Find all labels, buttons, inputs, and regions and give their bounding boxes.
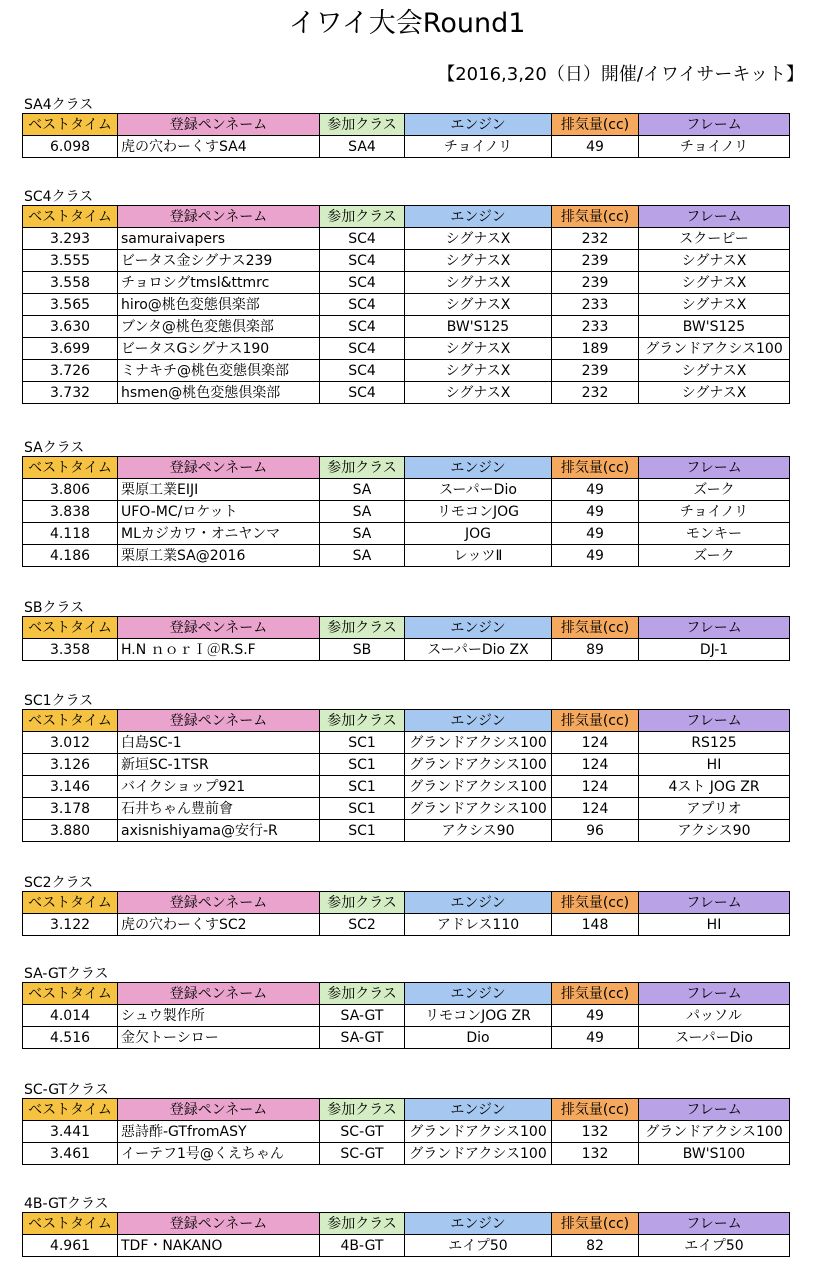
displacement-cell: 96 xyxy=(552,820,639,842)
engine-cell: グランドアクシス100 xyxy=(405,1143,552,1165)
pen-name-cell: 惡詩酢-GTfromASY xyxy=(118,1121,320,1143)
frame-cell: DJ-1 xyxy=(639,639,790,661)
engine-cell: グランドアクシス100 xyxy=(405,754,552,776)
pen-name-cell: samuraivapers xyxy=(118,228,320,250)
frame-cell: BW'S100 xyxy=(639,1143,790,1165)
header-engine: エンジン xyxy=(405,206,552,228)
class-section xyxy=(22,693,789,842)
table-row xyxy=(23,272,790,294)
engine-cell: Dio xyxy=(405,1027,552,1049)
engine-cell: リモコンJOG xyxy=(405,501,552,523)
frame-cell: グランドアクシス100 xyxy=(639,338,790,360)
header-row xyxy=(23,206,790,228)
table-row xyxy=(23,798,790,820)
header-engine: エンジン xyxy=(405,114,552,136)
frame-cell: スクーピー xyxy=(639,228,790,250)
header-engine: エンジン xyxy=(405,457,552,479)
displacement-cell: 233 xyxy=(552,294,639,316)
best-time-cell: 3.146 xyxy=(23,776,118,798)
results-table xyxy=(22,616,790,661)
class-cell: SB xyxy=(320,639,405,661)
section-label: SC2クラス xyxy=(24,875,94,891)
pen-name-cell: 栗原工業SA@2016 xyxy=(118,545,320,567)
header-displacement: 排気量(cc) xyxy=(552,457,639,479)
best-time-cell: 4.186 xyxy=(23,545,118,567)
pen-name-cell: ビータスGシグナス190 xyxy=(118,338,320,360)
table-row xyxy=(23,338,790,360)
frame-cell: エイプ50 xyxy=(639,1235,790,1257)
header-pen-name: 登録ペンネーム xyxy=(118,457,320,479)
displacement-cell: 82 xyxy=(552,1235,639,1257)
best-time-cell: 3.699 xyxy=(23,338,118,360)
header-displacement: 排気量(cc) xyxy=(552,617,639,639)
section-label: SAクラス xyxy=(24,440,85,456)
class-cell: SC1 xyxy=(320,732,405,754)
best-time-cell: 3.880 xyxy=(23,820,118,842)
header-displacement: 排気量(cc) xyxy=(552,114,639,136)
header-best-time: ベストタイム xyxy=(23,892,118,914)
header-engine: エンジン xyxy=(405,617,552,639)
header-frame: フレーム xyxy=(639,617,790,639)
displacement-cell: 124 xyxy=(552,776,639,798)
header-best-time: ベストタイム xyxy=(23,983,118,1005)
displacement-cell: 124 xyxy=(552,732,639,754)
engine-cell: リモコンJOG ZR xyxy=(405,1005,552,1027)
pen-name-cell: ミナキチ@桃色変態倶楽部 xyxy=(118,360,320,382)
frame-cell: RS125 xyxy=(639,732,790,754)
table-row xyxy=(23,523,790,545)
class-section xyxy=(22,1082,789,1165)
class-cell: SC4 xyxy=(320,338,405,360)
engine-cell: スーパーDio xyxy=(405,479,552,501)
class-section xyxy=(22,1196,789,1257)
header-engine: エンジン xyxy=(405,1213,552,1235)
class-cell: SA xyxy=(320,523,405,545)
header-engine: エンジン xyxy=(405,1099,552,1121)
best-time-cell: 3.555 xyxy=(23,250,118,272)
class-cell: SC4 xyxy=(320,272,405,294)
header-class: 参加クラス xyxy=(320,1099,405,1121)
best-time-cell: 3.126 xyxy=(23,754,118,776)
header-frame: フレーム xyxy=(639,983,790,1005)
displacement-cell: 239 xyxy=(552,250,639,272)
pen-name-cell: hiro@桃色変態倶楽部 xyxy=(118,294,320,316)
table-row xyxy=(23,228,790,250)
header-class: 参加クラス xyxy=(320,457,405,479)
class-cell: SA xyxy=(320,545,405,567)
header-pen-name: 登録ペンネーム xyxy=(118,114,320,136)
class-cell: SC4 xyxy=(320,250,405,272)
frame-cell: ズーク xyxy=(639,479,790,501)
table-row xyxy=(23,1143,790,1165)
frame-cell: シグナスX xyxy=(639,360,790,382)
header-displacement: 排気量(cc) xyxy=(552,892,639,914)
pen-name-cell: バイクショップ921 xyxy=(118,776,320,798)
section-label: SC-GTクラス xyxy=(24,1082,109,1098)
class-section xyxy=(22,966,789,1049)
frame-cell: ズーク xyxy=(639,545,790,567)
best-time-cell: 4.516 xyxy=(23,1027,118,1049)
pen-name-cell: 虎の穴わーくすSC2 xyxy=(118,914,320,936)
header-frame: フレーム xyxy=(639,1099,790,1121)
frame-cell: チョイノリ xyxy=(639,501,790,523)
section-label: SC1クラス xyxy=(24,693,94,709)
class-cell: SA-GT xyxy=(320,1027,405,1049)
table-row xyxy=(23,136,790,158)
best-time-cell: 3.726 xyxy=(23,360,118,382)
displacement-cell: 232 xyxy=(552,382,639,404)
best-time-cell: 3.178 xyxy=(23,798,118,820)
displacement-cell: 49 xyxy=(552,501,639,523)
frame-cell: アクシス90 xyxy=(639,820,790,842)
engine-cell: シグナスX xyxy=(405,294,552,316)
class-cell: SA xyxy=(320,501,405,523)
results-table xyxy=(22,982,790,1049)
header-pen-name: 登録ペンネーム xyxy=(118,206,320,228)
class-cell: SA xyxy=(320,479,405,501)
header-engine: エンジン xyxy=(405,983,552,1005)
header-engine: エンジン xyxy=(405,710,552,732)
best-time-cell: 4.961 xyxy=(23,1235,118,1257)
section-label: 4B-GTクラス xyxy=(24,1196,109,1212)
table-row xyxy=(23,316,790,338)
frame-cell: パッソル xyxy=(639,1005,790,1027)
header-class: 参加クラス xyxy=(320,617,405,639)
best-time-cell: 3.122 xyxy=(23,914,118,936)
header-best-time: ベストタイム xyxy=(23,1213,118,1235)
best-time-cell: 3.012 xyxy=(23,732,118,754)
header-best-time: ベストタイム xyxy=(23,114,118,136)
engine-cell: グランドアクシス100 xyxy=(405,732,552,754)
header-pen-name: 登録ペンネーム xyxy=(118,710,320,732)
pen-name-cell: 新垣SC-1TSR xyxy=(118,754,320,776)
table-row xyxy=(23,732,790,754)
best-time-cell: 3.838 xyxy=(23,501,118,523)
header-frame: フレーム xyxy=(639,710,790,732)
frame-cell: モンキー xyxy=(639,523,790,545)
engine-cell: グランドアクシス100 xyxy=(405,1121,552,1143)
class-cell: SC1 xyxy=(320,776,405,798)
displacement-cell: 132 xyxy=(552,1121,639,1143)
table-row xyxy=(23,382,790,404)
header-frame: フレーム xyxy=(639,114,790,136)
table-row xyxy=(23,360,790,382)
displacement-cell: 49 xyxy=(552,1005,639,1027)
pen-name-cell: axisnishiyama@安行-R xyxy=(118,820,320,842)
table-row xyxy=(23,1235,790,1257)
header-class: 参加クラス xyxy=(320,710,405,732)
class-section xyxy=(22,440,789,567)
pen-name-cell: シュウ製作所 xyxy=(118,1005,320,1027)
engine-cell: アドレス110 xyxy=(405,914,552,936)
engine-cell: シグナスX xyxy=(405,338,552,360)
section-label: SBクラス xyxy=(24,600,85,616)
pen-name-cell: 石井ちゃん豊前會 xyxy=(118,798,320,820)
class-section xyxy=(22,189,789,404)
pen-name-cell: UFO-MC/ロケット xyxy=(118,501,320,523)
header-row xyxy=(23,617,790,639)
class-cell: SA-GT xyxy=(320,1005,405,1027)
header-pen-name: 登録ペンネーム xyxy=(118,617,320,639)
best-time-cell: 4.014 xyxy=(23,1005,118,1027)
header-frame: フレーム xyxy=(639,892,790,914)
engine-cell: レッツⅡ xyxy=(405,545,552,567)
table-row xyxy=(23,914,790,936)
displacement-cell: 124 xyxy=(552,754,639,776)
section-label: SA-GTクラス xyxy=(24,966,109,982)
table-row xyxy=(23,294,790,316)
engine-cell: スーパーDio ZX xyxy=(405,639,552,661)
header-class: 参加クラス xyxy=(320,892,405,914)
frame-cell: シグナスX xyxy=(639,250,790,272)
frame-cell: スーパーDio xyxy=(639,1027,790,1049)
header-class: 参加クラス xyxy=(320,114,405,136)
section-label: SA4クラス xyxy=(24,97,94,113)
best-time-cell: 6.098 xyxy=(23,136,118,158)
header-pen-name: 登録ペンネーム xyxy=(118,892,320,914)
displacement-cell: 124 xyxy=(552,798,639,820)
displacement-cell: 239 xyxy=(552,272,639,294)
header-row xyxy=(23,1213,790,1235)
displacement-cell: 49 xyxy=(552,136,639,158)
header-row xyxy=(23,457,790,479)
header-class: 参加クラス xyxy=(320,983,405,1005)
table-row xyxy=(23,754,790,776)
class-cell: SC4 xyxy=(320,360,405,382)
header-row xyxy=(23,983,790,1005)
class-cell: 4B-GT xyxy=(320,1235,405,1257)
pen-name-cell: MLカジカワ・オニヤンマ xyxy=(118,523,320,545)
pen-name-cell: H.N ｎｏｒＩ＠R.S.F xyxy=(118,639,320,661)
class-cell: SC1 xyxy=(320,754,405,776)
class-cell: SC4 xyxy=(320,382,405,404)
engine-cell: BW'S125 xyxy=(405,316,552,338)
displacement-cell: 49 xyxy=(552,1027,639,1049)
table-row xyxy=(23,639,790,661)
header-best-time: ベストタイム xyxy=(23,1099,118,1121)
pen-name-cell: 白島SC-1 xyxy=(118,732,320,754)
table-row xyxy=(23,501,790,523)
class-cell: SC4 xyxy=(320,316,405,338)
header-best-time: ベストタイム xyxy=(23,457,118,479)
header-engine: エンジン xyxy=(405,892,552,914)
frame-cell: BW'S125 xyxy=(639,316,790,338)
results-table xyxy=(22,456,790,567)
table-row xyxy=(23,545,790,567)
best-time-cell: 3.293 xyxy=(23,228,118,250)
results-table xyxy=(22,1098,790,1165)
header-row xyxy=(23,114,790,136)
class-section xyxy=(22,600,789,661)
results-table xyxy=(22,1212,790,1257)
best-time-cell: 3.565 xyxy=(23,294,118,316)
class-section xyxy=(22,875,789,936)
engine-cell: エイプ50 xyxy=(405,1235,552,1257)
class-cell: SC4 xyxy=(320,294,405,316)
frame-cell: アプリオ xyxy=(639,798,790,820)
frame-cell: HI xyxy=(639,914,790,936)
header-frame: フレーム xyxy=(639,1213,790,1235)
engine-cell: アクシス90 xyxy=(405,820,552,842)
header-best-time: ベストタイム xyxy=(23,617,118,639)
frame-cell: チョイノリ xyxy=(639,136,790,158)
engine-cell: シグナスX xyxy=(405,272,552,294)
header-displacement: 排気量(cc) xyxy=(552,1099,639,1121)
header-displacement: 排気量(cc) xyxy=(552,983,639,1005)
table-row xyxy=(23,1027,790,1049)
best-time-cell: 4.118 xyxy=(23,523,118,545)
class-cell: SC-GT xyxy=(320,1143,405,1165)
pen-name-cell: TDF・NAKANO xyxy=(118,1235,320,1257)
header-best-time: ベストタイム xyxy=(23,206,118,228)
engine-cell: JOG xyxy=(405,523,552,545)
class-section xyxy=(22,97,789,158)
best-time-cell: 3.732 xyxy=(23,382,118,404)
frame-cell: シグナスX xyxy=(639,382,790,404)
results-table xyxy=(22,709,790,842)
header-best-time: ベストタイム xyxy=(23,710,118,732)
class-cell: SC4 xyxy=(320,228,405,250)
class-cell: SA4 xyxy=(320,136,405,158)
engine-cell: シグナスX xyxy=(405,382,552,404)
header-displacement: 排気量(cc) xyxy=(552,1213,639,1235)
pen-name-cell: 虎の穴わーくすSA4 xyxy=(118,136,320,158)
header-row xyxy=(23,892,790,914)
best-time-cell: 3.441 xyxy=(23,1121,118,1143)
header-pen-name: 登録ペンネーム xyxy=(118,1213,320,1235)
results-table xyxy=(22,113,790,158)
displacement-cell: 189 xyxy=(552,338,639,360)
table-row xyxy=(23,250,790,272)
frame-cell: グランドアクシス100 xyxy=(639,1121,790,1143)
table-row xyxy=(23,479,790,501)
class-cell: SC-GT xyxy=(320,1121,405,1143)
pen-name-cell: ブンタ@桃色変態倶楽部 xyxy=(118,316,320,338)
displacement-cell: 232 xyxy=(552,228,639,250)
class-cell: SC1 xyxy=(320,820,405,842)
best-time-cell: 3.358 xyxy=(23,639,118,661)
section-label: SC4クラス xyxy=(24,189,94,205)
displacement-cell: 148 xyxy=(552,914,639,936)
table-row xyxy=(23,1005,790,1027)
frame-cell: シグナスX xyxy=(639,272,790,294)
class-cell: SC1 xyxy=(320,798,405,820)
event-date-venue: 【2016,3,20（日）開催/イワイサーキット】 xyxy=(437,64,804,85)
displacement-cell: 49 xyxy=(552,545,639,567)
frame-cell: 4スト JOG ZR xyxy=(639,776,790,798)
displacement-cell: 49 xyxy=(552,523,639,545)
pen-name-cell: チョロシグtmsl&ttmrc xyxy=(118,272,320,294)
results-table xyxy=(22,205,790,404)
pen-name-cell: 金欠トーシロー xyxy=(118,1027,320,1049)
best-time-cell: 3.461 xyxy=(23,1143,118,1165)
engine-cell: グランドアクシス100 xyxy=(405,798,552,820)
header-displacement: 排気量(cc) xyxy=(552,206,639,228)
table-row xyxy=(23,820,790,842)
header-row xyxy=(23,1099,790,1121)
frame-cell: HI xyxy=(639,754,790,776)
displacement-cell: 132 xyxy=(552,1143,639,1165)
pen-name-cell: ビータス金シグナス239 xyxy=(118,250,320,272)
best-time-cell: 3.806 xyxy=(23,479,118,501)
displacement-cell: 49 xyxy=(552,479,639,501)
header-row xyxy=(23,710,790,732)
table-row xyxy=(23,1121,790,1143)
pen-name-cell: hsmen@桃色変態倶楽部 xyxy=(118,382,320,404)
engine-cell: シグナスX xyxy=(405,250,552,272)
displacement-cell: 89 xyxy=(552,639,639,661)
header-pen-name: 登録ペンネーム xyxy=(118,1099,320,1121)
best-time-cell: 3.558 xyxy=(23,272,118,294)
pen-name-cell: イーテフ1号@くえちゃん xyxy=(118,1143,320,1165)
engine-cell: グランドアクシス100 xyxy=(405,776,552,798)
header-frame: フレーム xyxy=(639,457,790,479)
frame-cell: シグナスX xyxy=(639,294,790,316)
engine-cell: シグナスX xyxy=(405,360,552,382)
page-title: イワイ大会Round1 xyxy=(288,8,526,39)
engine-cell: チョイノリ xyxy=(405,136,552,158)
header-pen-name: 登録ペンネーム xyxy=(118,983,320,1005)
results-table xyxy=(22,891,790,936)
engine-cell: シグナスX xyxy=(405,228,552,250)
class-cell: SC2 xyxy=(320,914,405,936)
displacement-cell: 239 xyxy=(552,360,639,382)
best-time-cell: 3.630 xyxy=(23,316,118,338)
header-displacement: 排気量(cc) xyxy=(552,710,639,732)
displacement-cell: 233 xyxy=(552,316,639,338)
header-class: 参加クラス xyxy=(320,206,405,228)
header-class: 参加クラス xyxy=(320,1213,405,1235)
table-row xyxy=(23,776,790,798)
header-frame: フレーム xyxy=(639,206,790,228)
pen-name-cell: 栗原工業EIJI xyxy=(118,479,320,501)
